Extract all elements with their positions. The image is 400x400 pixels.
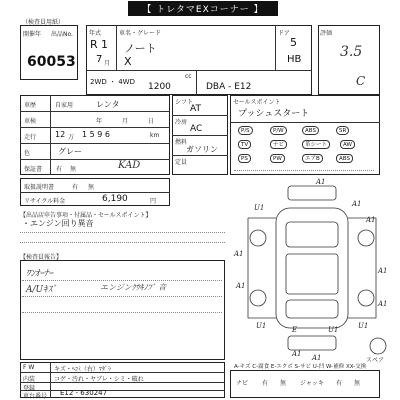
selling-point: プッシュスタート bbox=[238, 109, 310, 119]
fw-label: F W bbox=[23, 364, 35, 371]
notes-section-title: 【出品店申告事項・付属品・セールスポイント】 bbox=[20, 212, 152, 219]
year-value: 1 bbox=[101, 38, 108, 51]
year-era: R bbox=[90, 38, 98, 51]
equip-airbag: エアB bbox=[302, 154, 323, 163]
fw-text: キズ・ﾍｺﾐ（右）ﾏﾀﾞﾗ bbox=[54, 366, 111, 373]
aircon-label: 冷房 bbox=[175, 119, 188, 126]
aircon-value: AC bbox=[190, 124, 203, 134]
fuel-value: ガソリン bbox=[186, 145, 218, 154]
jack-label: ジャッキ bbox=[300, 380, 324, 387]
inspection-label: 車検 bbox=[24, 118, 37, 125]
inspection-day-unit: 日 bbox=[148, 118, 155, 125]
month-value: 7 bbox=[96, 54, 103, 65]
inspector-section-title: 【検査員報告】 bbox=[20, 254, 63, 261]
selling-point-label: セールスポイント bbox=[233, 99, 281, 106]
corner-banner: 【 トレタマEXコーナー 】 bbox=[128, 1, 278, 16]
equip-tv: TV bbox=[238, 140, 251, 149]
damage-mark: U1 bbox=[358, 322, 369, 330]
interior-row-label: 内装 bbox=[23, 376, 36, 383]
model-code: DBA - E12 bbox=[206, 82, 252, 92]
score-value: 3.5 bbox=[340, 44, 363, 60]
lot-label: 出品No. bbox=[51, 31, 73, 38]
use-own: 自家用 bbox=[55, 102, 74, 109]
interior-row-text: コゲ・汚れ・ヤブレ・シミ・破れ bbox=[54, 376, 144, 383]
damage-mark: A1 bbox=[236, 282, 246, 290]
mileage-label: 走行 bbox=[24, 134, 37, 141]
recycle-unit: 円 bbox=[150, 198, 157, 205]
car-grade: X bbox=[124, 55, 132, 68]
engine-noise-note: ・エンジン回り異音 bbox=[22, 219, 94, 228]
mileage-unit: 万 bbox=[68, 134, 75, 141]
color-code: KAD bbox=[118, 160, 141, 171]
shift-label: シフト bbox=[175, 99, 194, 106]
door-count: 5 bbox=[290, 36, 297, 49]
recycle-value: 6,190 bbox=[102, 194, 128, 204]
warranty-have: 有 bbox=[56, 166, 63, 173]
equip-abs: ABS bbox=[302, 126, 319, 135]
fuel-label: 燃料 bbox=[175, 139, 188, 146]
damage-mark: A1 bbox=[234, 250, 244, 258]
chassis-number: E12 - 630247 bbox=[60, 389, 108, 397]
damage-mark: E bbox=[292, 326, 298, 334]
registration-label: 登録 bbox=[23, 385, 36, 392]
jack-have: 有 bbox=[336, 380, 343, 387]
interior-score: C bbox=[356, 74, 366, 88]
jack-none: 無 bbox=[354, 380, 361, 387]
mileage-km: km bbox=[150, 132, 160, 139]
navi-label: ナビ bbox=[236, 380, 249, 387]
color-value: グレー bbox=[58, 147, 82, 156]
lot-box bbox=[20, 25, 78, 80]
month-unit: 月 bbox=[104, 60, 111, 67]
equip-leather: 革シート bbox=[302, 140, 330, 149]
equip-navi: ナビ bbox=[270, 140, 287, 149]
recycle-label: リサイクル料金 bbox=[24, 198, 66, 205]
warranty-label: 保証書 bbox=[24, 166, 43, 173]
drive-type: 2WD ・ 4WD bbox=[90, 78, 135, 86]
year-label: 年式 bbox=[89, 30, 102, 37]
warranty-none: 無 bbox=[70, 166, 77, 173]
shift-value: AT bbox=[190, 104, 201, 114]
body-type: HB bbox=[287, 54, 302, 65]
use-label: 車歴 bbox=[24, 102, 37, 109]
damage-mark: A1 bbox=[292, 350, 302, 358]
manual-none: 無 bbox=[88, 184, 95, 191]
damage-mark: A1 bbox=[312, 354, 322, 362]
spare-label: スペア bbox=[366, 357, 385, 363]
car-name-label: 車名・グレード bbox=[119, 30, 162, 37]
equip-pw: P/W bbox=[270, 126, 287, 135]
chassis-label: 車台番号 bbox=[23, 393, 48, 400]
inspection-year-unit: 年 bbox=[96, 118, 103, 125]
equip-abs2: ABS bbox=[336, 154, 353, 163]
damage-mark: A1 bbox=[378, 267, 388, 275]
damage-mark: A1 bbox=[352, 200, 362, 208]
form-header: （検査員用紙） bbox=[22, 19, 65, 26]
use-rental: レンタ bbox=[96, 100, 120, 109]
lot-number: 60053 bbox=[27, 54, 76, 70]
inspector-note-3: エンジンｸｳｷﾉﾌﾞ 音 bbox=[100, 283, 167, 292]
score-label: 評価 bbox=[320, 30, 333, 37]
damage-mark: A1 bbox=[366, 216, 376, 224]
equip-ps: P/S bbox=[238, 126, 253, 135]
damage-mark: A1 bbox=[378, 300, 388, 308]
capacity-label: 定員 bbox=[175, 159, 188, 166]
inspection-month-unit: 月 bbox=[122, 118, 129, 125]
damage-legend: A-キズ C-腐食 E-エクボ S-サビ U-凹 W-補修 XX-交換 bbox=[234, 364, 367, 370]
lot-year-label: 開催年 bbox=[23, 31, 42, 38]
equip-aw: AW bbox=[340, 140, 355, 149]
damage-mark: A1 bbox=[316, 178, 326, 186]
navi-have: 有 bbox=[262, 380, 269, 387]
equip-ps2: PS bbox=[238, 154, 251, 163]
color-label: 色 bbox=[24, 150, 31, 157]
car-name: ノート bbox=[124, 42, 157, 55]
damage-mark: U1 bbox=[256, 322, 267, 330]
navi-none: 無 bbox=[280, 380, 287, 387]
door-label: ドア bbox=[278, 30, 290, 37]
mileage-rest: 1 5 9 6 bbox=[82, 130, 110, 139]
damage-mark: U1 bbox=[254, 204, 265, 212]
inspector-note-2: A/Uｷｽﾞ bbox=[26, 285, 57, 295]
mileage-10k: 12 bbox=[55, 130, 66, 139]
equip-pw2: PW bbox=[270, 154, 285, 163]
damage-mark: U1 bbox=[328, 326, 339, 334]
car-damage-diagram bbox=[228, 178, 398, 363]
manual-have: 有 bbox=[72, 184, 79, 191]
manual-label: 取扱説明書 bbox=[24, 184, 55, 191]
cc-unit: cc bbox=[185, 73, 192, 80]
equip-sr: SR bbox=[336, 126, 349, 135]
inspector-note-1: ﾜﾝｵｰﾅｰ bbox=[26, 269, 54, 279]
displacement: 1200 bbox=[148, 82, 171, 92]
